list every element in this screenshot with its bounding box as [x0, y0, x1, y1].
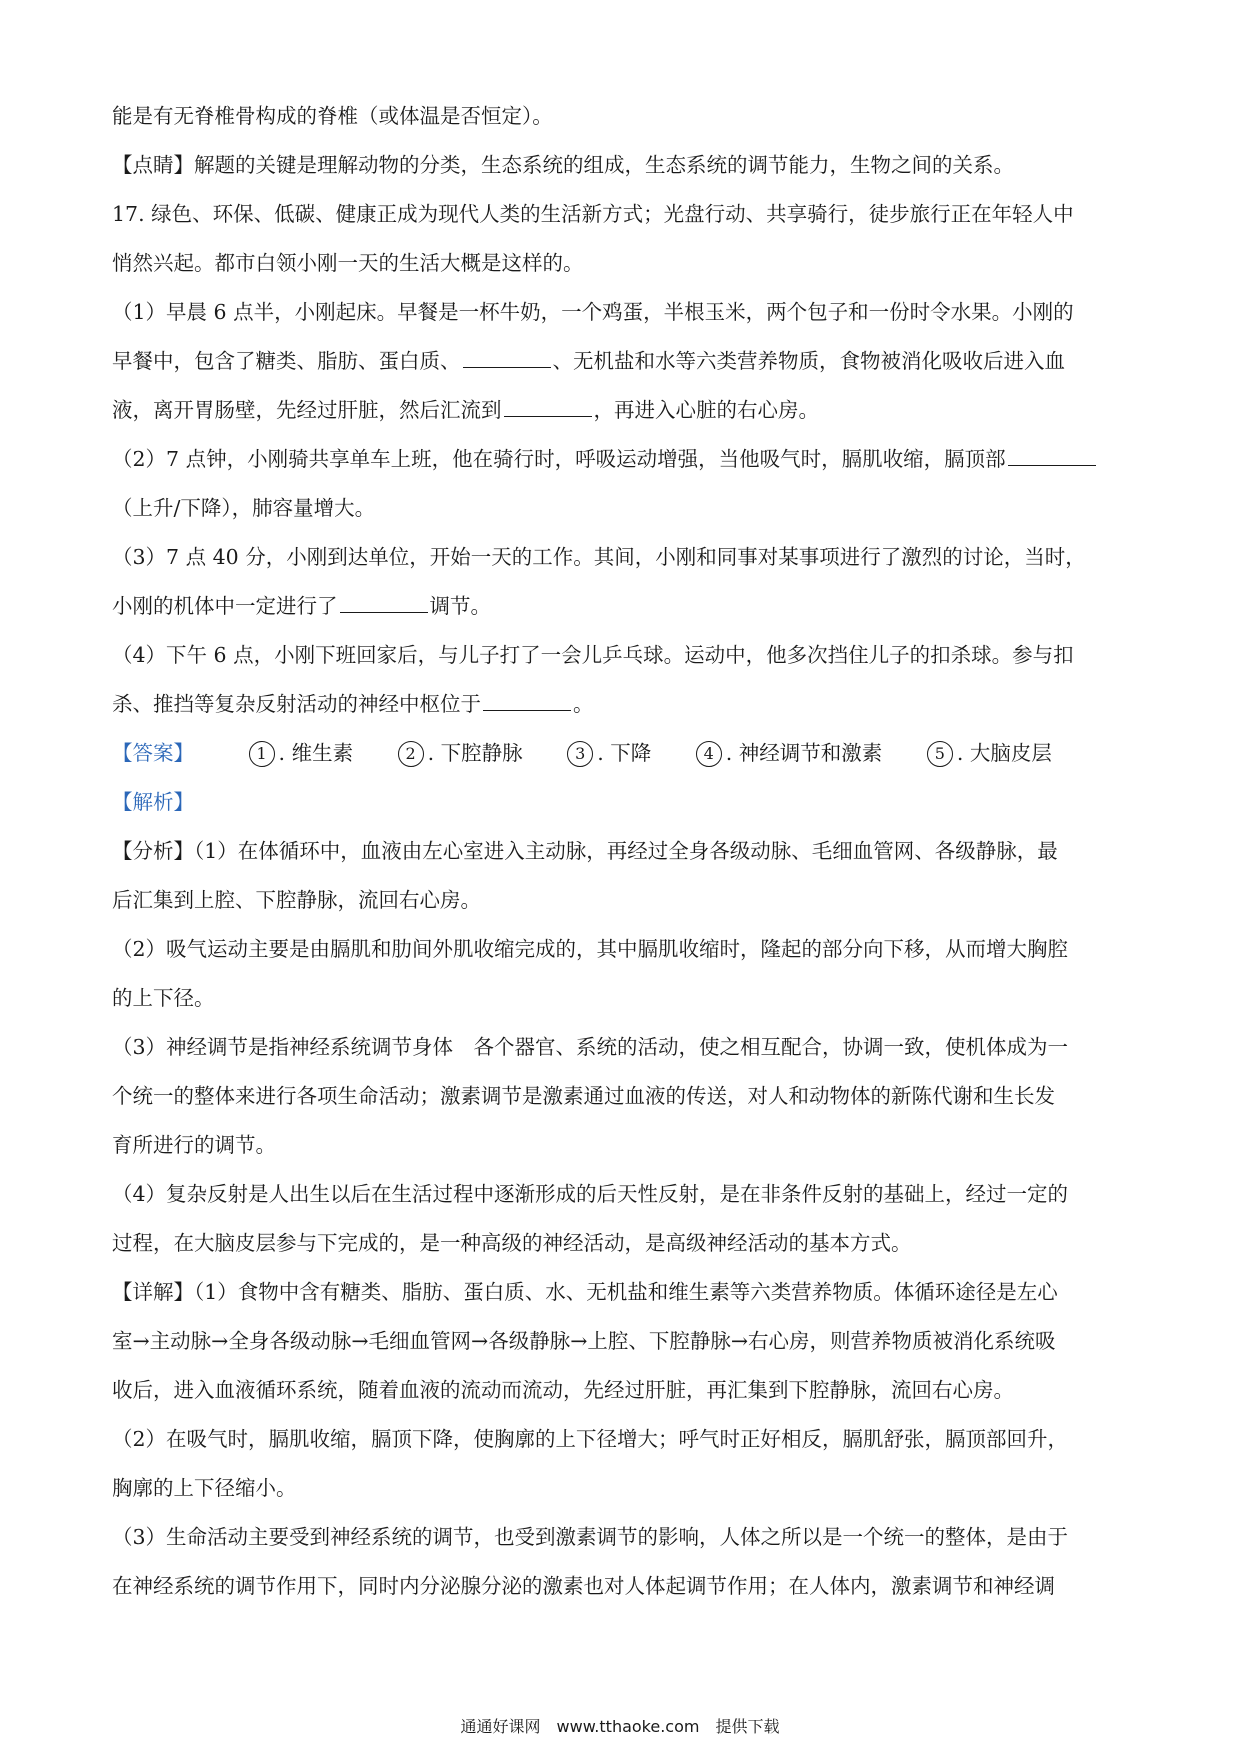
answer-text: . 神经调节和激素 — [725, 741, 883, 765]
answer-item — [398, 729, 523, 778]
analysis-line — [112, 827, 1132, 876]
circled-number: 3 — [567, 741, 593, 767]
circled-number: 2 — [398, 741, 424, 767]
detail-text: 室→主动脉→全身各级动脉→毛细血管网→各级静脉→上腔、下腔静脉→右心房，则营养物质被消化系统吸 — [112, 1329, 1056, 1353]
sub-question-4 — [112, 631, 1132, 680]
analysis-line — [112, 876, 1132, 925]
analysis-text: （4）复杂反射是人出生以后在生活过程中逐渐形成的后天性反射，是在非条件反射的基础上，经过一定的 — [112, 1182, 1069, 1206]
circled-number: 4 — [696, 741, 722, 767]
analysis-text: 育所进行的调节。 — [112, 1133, 276, 1157]
detail-text: （1）食物中含有糖类、脂肪、蛋白质、水、无机盐和维生素等六类营养物质。体循环途径是左心 — [194, 1280, 1058, 1304]
analysis-line — [112, 1121, 1132, 1170]
answer-text: . 维生素 — [278, 741, 354, 765]
question-text: （上升/下降），肺容量增大。 — [112, 496, 376, 520]
question-text: 。 — [573, 692, 594, 716]
detail-line — [112, 1268, 1132, 1317]
question-text: 杀、推挡等复杂反射活动的神经中枢位于 — [112, 692, 481, 716]
text-line — [112, 92, 1132, 141]
question-text: 悄然兴起。都市白领小刚一天的生活大概是这样的。 — [112, 251, 584, 275]
analysis-text: （2）吸气运动主要是由膈肌和肋间外肌收缩完成的，其中膈肌收缩时，隆起的部分向下移，从而增大胸腔 — [112, 937, 1069, 961]
analysis-label: 【解析】 — [112, 790, 194, 814]
analysis-line — [112, 1219, 1132, 1268]
analysis-line — [112, 1170, 1132, 1219]
key-point-line — [112, 141, 1132, 190]
detail-text: 在神经系统的调节作用下，同时内分泌腺分泌的激素也对人体起调节作用；在人体内，激素调节和神经调 — [112, 1574, 1055, 1598]
sub-question-2 — [112, 484, 1132, 533]
sub-question-3 — [112, 582, 1132, 631]
detail-line — [112, 1513, 1132, 1562]
question-17-line — [112, 190, 1132, 239]
answer-blank — [463, 345, 551, 368]
detail-line — [112, 1366, 1132, 1415]
answer-text: . 大脑皮层 — [956, 741, 1052, 765]
answer-item — [567, 729, 651, 778]
text-span: 解题的关键是理解动物的分类，生态系统的组成，生态系统的调节能力，生物之间的关系。 — [194, 153, 1014, 177]
answer-item — [249, 729, 354, 778]
analysis-line — [112, 1023, 1132, 1072]
question-text: （4）下午 6 点，小刚下班回家后，与儿子打了一会儿乒乓球。运动中，他多次挡住儿子的扣杀球。参与扣 — [112, 643, 1074, 667]
analysis-text: 过程，在大脑皮层参与下完成的，是一种高级的神经活动，是高级神经活动的基本方式。 — [112, 1231, 912, 1255]
sub-question-1 — [112, 288, 1132, 337]
question-text: 小刚的机体中一定进行了 — [112, 594, 338, 618]
detail-text: 收后，进入血液循环系统，随着血液的流动而流动，先经过肝脏，再汇集到下腔静脉，流回右心房。 — [112, 1378, 1014, 1402]
detail-line — [112, 1562, 1132, 1611]
analysis-line — [112, 1072, 1132, 1121]
text-span: 能是有无脊椎骨构成的脊椎（或体温是否恒定）。 — [112, 104, 553, 128]
analysis-text: 的上下径。 — [112, 986, 215, 1010]
answer-blank — [504, 394, 592, 417]
detail-line — [112, 1415, 1132, 1464]
question-text: 17. 绿色、环保、低碳、健康正成为现代人类的生活新方式；光盘行动、共享骑行，徒步旅行正在年轻人中 — [112, 202, 1074, 226]
analysis-text: （3）神经调节是指神经系统调节身体 各个器官、系统的活动，使之相互配合，协调一致，使机体成为一 — [112, 1035, 1069, 1059]
question-text: ，再进入心脏的右心房。 — [593, 398, 819, 422]
question-text: （1）早晨 6 点半，小刚起床。早餐是一杯牛奶，一个鸡蛋，半根玉米，两个包子和一份时令水果。小刚的 — [112, 300, 1074, 324]
sub-question-1 — [112, 337, 1132, 386]
question-text: 、无机盐和水等六类营养物质，食物被消化吸收后进入血 — [552, 349, 1065, 373]
analysis-heading — [112, 778, 1132, 827]
answer-text: . 下降 — [597, 741, 652, 765]
document-body — [112, 92, 1132, 1611]
analysis-text: 个统一的整体来进行各项生命活动；激素调节是激素通过血液的传送，对人和动物体的新陈代谢和生长发 — [112, 1084, 1055, 1108]
circled-number: 5 — [927, 741, 953, 767]
question-text: （3）7 点 40 分，小刚到达单位，开始一天的工作。其间，小刚和同事对某事项进行了激烈的讨论，当时， — [112, 545, 1086, 569]
question-text: （2）7 点钟，小刚骑共享单车上班，他在骑行时，呼吸运动增强，当他吸气时，膈肌收缩，膈顶部 — [112, 447, 1006, 471]
answer-text: . 下腔静脉 — [427, 741, 523, 765]
key-point-label: 【点睛】 — [112, 153, 194, 177]
circled-number: 1 — [249, 741, 275, 767]
detail-line — [112, 1317, 1132, 1366]
detail-text: （3）生命活动主要受到神经系统的调节，也受到激素调节的影响，人体之所以是一个统一的整体，是由于 — [112, 1525, 1069, 1549]
detail-tag: 【详解】 — [112, 1280, 194, 1304]
analysis-line — [112, 974, 1132, 1023]
answer-row — [112, 729, 1132, 778]
question-text: 早餐中，包含了糖类、脂肪、蛋白质、 — [112, 349, 461, 373]
detail-line — [112, 1464, 1132, 1513]
answer-blank — [483, 688, 571, 711]
question-text: 液，离开胃肠壁，先经过肝脏，然后汇流到 — [112, 398, 502, 422]
detail-text: （2）在吸气时，膈肌收缩，膈顶下降，使胸廓的上下径增大；呼气时正好相反，膈肌舒张，膈顶部回升， — [112, 1427, 1069, 1451]
question-17-line — [112, 239, 1132, 288]
answer-label: 【答案】 — [112, 741, 194, 765]
answer-item — [696, 729, 883, 778]
sub-question-1 — [112, 386, 1132, 435]
answer-item — [927, 729, 1052, 778]
sub-question-3 — [112, 533, 1132, 582]
analysis-text: （1）在体循环中，血液由左心室进入主动脉，再经过全身各级动脉、毛细血管网、各级静脉，最 — [194, 839, 1058, 863]
sub-question-4 — [112, 680, 1132, 729]
sub-question-2 — [112, 435, 1132, 484]
analysis-line — [112, 925, 1132, 974]
analysis-tag: 【分析】 — [112, 839, 194, 863]
answer-blank — [340, 590, 428, 613]
answer-blank — [1008, 443, 1096, 466]
detail-text: 胸廓的上下径缩小。 — [112, 1476, 297, 1500]
analysis-text: 后汇集到上腔、下腔静脉，流回右心房。 — [112, 888, 481, 912]
page-footer: 通通好课网 www.tthaoke.com 提供下载 — [460, 1717, 780, 1736]
question-text: 调节。 — [429, 594, 491, 618]
